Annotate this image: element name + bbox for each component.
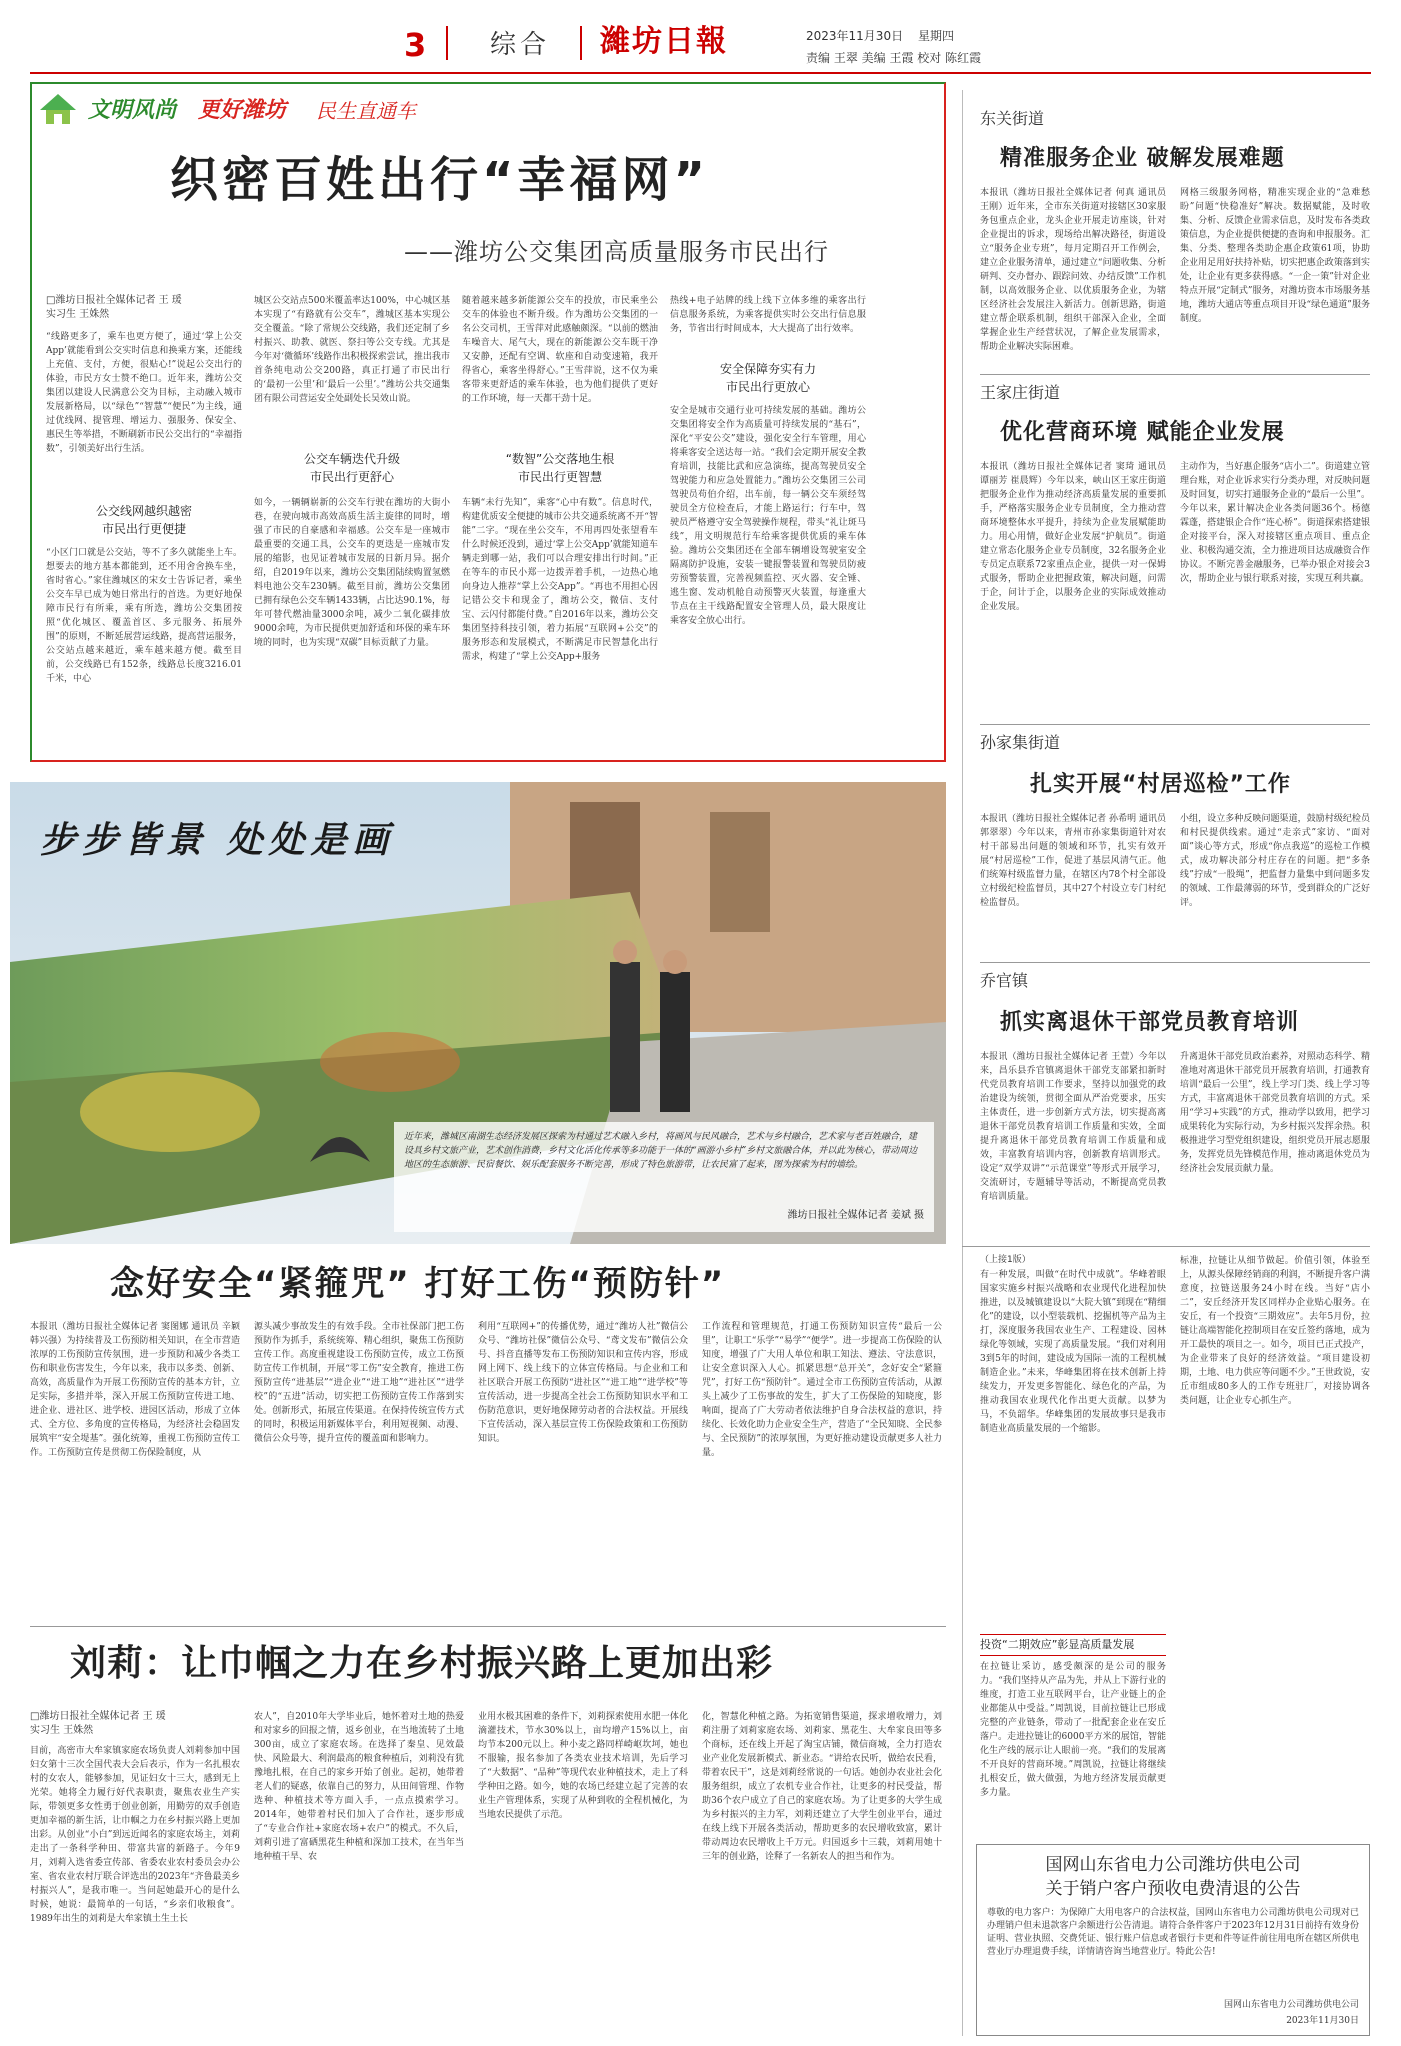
lead-col2: 城区公交站点500米覆盖率达100%，中心城区基本实现了“有路就有公交车”，潍城区基本实现公交全覆盖。“除了常规公交线路，我们还定制了乡村振兴、助教、就医、祭扫等公交专线。尤其是今年对‘微循环’线路作出积极探索尝试，推出我市首条纯电动公交200路，真正打通了市民出行的‘最初一公里’和‘最后一公里’。”潍坊公共交通集团有限公司营运安全处副处长吴效山说。 bbox=[254, 296, 450, 404]
masthead-divider bbox=[446, 26, 448, 60]
lead-col2b: 如今，一辆辆崭新的公交车行驶在潍坊的大街小巷，在驶向城市高效高质生活主旋律的同时，增强了市民的自豪感和幸福感。公交车是一座城市最重要的交通工具，公交车的更迭是一座城市发展的缩影，也见证着城市发展的日新月异。据介绍，自2019年以来，潍坊公交集团陆续购置氢燃料电池公交车230辆。截至目前，潍坊公交集团已拥有绿色公交车辆1433辆，占比达90.1%，每年可替代燃油量3000余吨，减少二氧化碳排放9000余吨，为市民提供更加舒适和环保的乘车环境的同时，也为实现“双碳”目标贡献了力量。 bbox=[254, 498, 450, 648]
slogan-c: 民生直通车 bbox=[316, 99, 416, 123]
safety-col3: 利用“互联网+”的传播优势，通过“潍坊人社”微信公众号、“潍坊社保”微信公众号、“鸢文发布”微信公众号、抖音直播等发布工伤预防知识和宣传内容，形成网上网下、线上线下的立体宣传格局。与企业和工和社区联合开展工伤预防“进社区”“进工地”“进学校”等宣传活动，进一步提高全社会工伤预防知识水平和工伤防范意识，更好地保障劳动者的合法权益。开展线下宣传活动，深入基层宣传工伤保险政策和工伤预防知识。 bbox=[478, 1322, 688, 1444]
liuli-col3: 业用水极其困难的条件下，刘莉探索使用水肥一体化滴灌技术，节水30%以上，亩均增产15%以上，亩均节本200元以上。种小麦之路同样崎岖坎坷，她也不服输，报名参加了各类农业技术培训，先后学习了“大数据”、“品种”等现代农业种植技术，走上了科学种田之路。如今，她的农场已经建立起了完善的农业生产管理体系，实现了从种到收的全程机械化，为当地农民提供了示范。 bbox=[478, 1712, 688, 1820]
paper-logo: 濰坊日報 bbox=[600, 24, 728, 59]
s2-col1: 本报讯（潍坊日报社全媒体记者 窦琦 通讯员 谭丽芳 崔晨辉）今年以来，峡山区王家庄街道把服务企业作为推动经济高质量发展的重要抓手，严格落实服务企业专员制度，全力推动营商环境整体水平提升，持续为企业发展赋能助力。用心用情，做好企业发展“护航员”。街道建立常态化服务企业专员制度，32名服务企业专员定点联系72家重点企业，提供一对一保姆式服务，帮助企业把握政策，解决问题，问需于企，问计于企，以服务企业的实际成效推动企业发展。 bbox=[980, 462, 1166, 612]
photo-credit: 潍坊日报社全媒体记者 姜斌 摄 bbox=[787, 1210, 924, 1221]
notice-body: 尊敬的电力客户：为保障广大用电客户的合法权益，国网山东省电力公司潍坊供电公司现对已办理销户但未退款客户余额进行公告清退。请符合条件客户于2023年12月31日前持有效身份证明、营业执照、交费凭证、银行账户信息或者银行卡更和件等证件前往用电所在辖区所供电营业厅办理退费手续，详情请咨询当地营业厅。特此公告! bbox=[987, 1908, 1359, 1957]
liuli-col4: 化，智慧化种植之路。为拓宽销售渠道，探求增收增力，刘莉注册了刘莉家庭农场、刘莉家、黑花生、大牟家良田等多个商标，还在线上开起了淘宝店铺，微信商城，全力打造农业产业化发展新模式、新业态。“讲给农民听，做给农民看，带着农民干”，这是刘莉经常说的一句话。她创办农业社会化服务组织，成立了农机专业合作社，让更多的村民受益，帮助36个农户成立了自己的家庭农场。为了让更多的大学生成为乡村振兴的主力军，刘莉还建立了大学生创业平台，通过在线上线下开展各类活动，帮助更多的农民增收致富，累计带动周边农民增收上千万元。归国返乡十三载，刘莉用她十三年的创业路，诠释了一名新农人的担当和作为。 bbox=[702, 1712, 942, 1862]
banner bbox=[38, 90, 638, 130]
s1-title: 精准服务企业 破解发展难题 bbox=[1000, 146, 1285, 171]
s3-place: 孙家集街道 bbox=[980, 733, 1061, 752]
lead-title: 织密百姓出行“幸福网” bbox=[170, 152, 710, 208]
lead-subhead-1: 公交线网越织越密 市民出行更便捷 bbox=[95, 504, 192, 536]
notice-title-2: 关于销户客户预收电费清退的公告 bbox=[1045, 1879, 1301, 1899]
mural-photo bbox=[10, 782, 946, 1244]
s3-col2: 小组，设立多种反映问题渠道，鼓励村级纪检员和村民提供线索。通过“走亲式”家访、“面对面”谈心等方式，形成“你点我巡”的巡检工作模式，成功解决部分村庄存在的问题。把“多条线”拧成“一股绳”，把监督力量集中到问题多发的领域、工作最薄弱的环节，受到群众的广泛好评。 bbox=[1180, 814, 1370, 908]
lead-subhead-2: 公交车辆迭代升级 市民出行更舒心 bbox=[303, 452, 400, 484]
editors-line: 责编 王翠 美编 王霞 校对 陈红霞 bbox=[806, 51, 982, 65]
s1-col1: 本报讯（潍坊日报社全媒体记者 何真 通讯员 王刚）近年来，全市东关街道对接辖区30家服务包重点企业，龙头企业开展走访座谈，针对企业提出的诉求，现场给出解决路径，街道设立“服务企业专班”，每月定期召开工作例会，建立企业服务清单，通过建立“问题收集、分析研判、交办督办、跟踪问效、办结反馈”工作机制，以高效服务企业、以优质服务企业，为辖区经济社会发展注入新活力。创新思路，街道建立帮企联系机制，组织干部深入企业，全面掌握企业生产经营状况，了解企业发展需求，帮助企业解决实际困难。 bbox=[980, 188, 1166, 352]
s4-place: 乔官镇 bbox=[980, 971, 1029, 990]
s4-rule bbox=[980, 962, 1370, 963]
safety-col4: 工作流程和管理规范，打通工伤预防知识宣传“最后一公里”，让职工“乐学”“易学”“便学”。进一步提高工伤保险的认知度，增强了广大用人单位和职工知法、遵法、守法意识，让安全意识深入人心。抓紧思想“总开关”，念好安全“紧箍咒”，打好工伤“预防针”。通过全市工伤预防宣传活动，从源头上减少了工伤事故的发生，扩大了工伤保险的知晓度，影响面，提高了广大劳动者依法维护自身合法权益的意识，持续化、长效化助力企业安全生产，营造了“全民知晓、全民参与、全民预防”的浓厚氛围，为更好推动建设贡献更多人社力量。 bbox=[702, 1322, 942, 1458]
issue-date: 2023年11月30日 bbox=[806, 29, 904, 43]
s3-col1: 本报讯（潍坊日报社全媒体记者 孙希明 通讯员 郭翠翠）今年以来，青州市孙家集街道针对农村干部易出问题的领域和环节，扎实有效开展“村居巡检”工作，促进了基层风清气正。他们统筹村级监督力量，在辖区内78个村全部设立村级纪检监督员，其中27个村设立专门村纪检监督员。 bbox=[980, 814, 1166, 908]
liuli-col1: 目前，高密市大牟家镇家庭农场负责人刘莉参加中国妇女第十三次全国代表大会后表示，作为一名扎根农村的女农人，能够参加，见证妇女十三大，感到无上光荣。她将全力履行好代表职责，聚焦农业生产实际，带领更多女性勇于创业创新，用勤劳的双手创造更加幸福的新生活，让巾帼之力在乡村振兴路上更加出彩。从创业“小白”到远近闻名的家庭农场主，刘莉走出了一条科学种田、带富共富的新路子。今年9月，刘莉入选省委宣传部、省委农业农村委员会办公室、省农业农村厅联合评选出的2023年“齐鲁最美乡村振兴人”，是我市唯一。当问起她最开心的是什么时候，她说：最简单的一句话，“乡亲们收粮食”。1989年出生的刘莉是大牟家镇土生土长 bbox=[30, 1746, 240, 1924]
inset-title-box bbox=[980, 1634, 1166, 1656]
notice-box bbox=[976, 1844, 1370, 2036]
lead-subtitle: ——潍坊公交集团高质量服务市民出行 bbox=[404, 238, 829, 266]
slogan-b: 更好潍坊 bbox=[198, 98, 287, 123]
photo-caption: 近年来，潍城区南湖生态经济发展区探索为村通过艺术融入乡村，将画风与民风融合，艺术与乡村融合，艺术家与老百姓融合，建设具乡村文旅产业，艺术创作消费，乡村文化活化传承等多功能于一体的“画游小乡村”乡村文旅融合体，并以此为核心，带动周边地区的生态旅游、民宿餐饮、娱乐配套服务不断完善，形成了特色旅游带，让农民富了起来，图为探索为村的墙绘。 bbox=[404, 1132, 918, 1170]
safety-col2: 源头减少事故发生的有效手段。全市社保部门把工伤预防作为抓手，系统统筹、精心组织，聚焦工伤预防宣传工作。高度重视建设工伤预防宣传，成立工伤预防宣传工作机制，开展“零工伤”安全教育，推进工伤预防宣传“进基层”“进企业”“进工地”“进社区”“进学校”的“五进”活动，切实把工伤预防宣传工作落到实处。创新形式，拓展宣传渠道。在保持传统宣传方式的同时，积极运用新媒体平台，利用短视频、动漫、微信公众号等，提升宣传的覆盖面和影响力。 bbox=[254, 1322, 464, 1444]
page-number: 3 bbox=[404, 26, 427, 64]
continued-tag: （上接1版） bbox=[980, 1255, 1031, 1265]
lead-col3b: 车辆“未行先知”，乘客“心中有数”。信息时代，构建优质安全便捷的城市公共交通系统离不开“智能”二字。“现在坐公交车，不用再四处张望看车什么时候还没到，通过‘掌上公交App’就能知道车辆走到哪一站，我们可以合理安排出行时间。”正在等车的市民小郑一边拨弄着手机，一边热心地向身边人推荐“掌上公交App”。“再也不用担心因记错公交卡和现金了，潍坊公交，微信、支付宝、云闪付都能付费。”自2016年以来，潍坊公交集团坚持科技引领，着力拓展“互联网+公交”的服务形态和发展模式，不断满足市民智慧化出行需求，构建了“掌上公交App+服务 bbox=[462, 498, 658, 662]
notice-date: 2023年11月30日 bbox=[1286, 2016, 1359, 2026]
masthead bbox=[0, 0, 1401, 72]
s2-rule bbox=[980, 374, 1370, 375]
slogan-a: 文明风尚 bbox=[88, 98, 177, 123]
photo-caption-box bbox=[394, 1122, 934, 1232]
s1-place: 东关街道 bbox=[980, 109, 1045, 128]
safety-title: 念好安全“紧箍咒” 打好工伤“预防针” bbox=[110, 1264, 726, 1304]
lead-col1: “线路更多了，乘车也更方便了，通过‘掌上公交App’就能看到公交实时信息和换乘方案，还能线上充值、支付，方便，很贴心!”说起公交出行的体验，市民方女士赞不绝口。近年来，潍坊公交集团以建设人民满意公交为目标，主动融入城市发展新格局，以“绿色”“智慧”“便民”为主线，通过优线网、提管理、增运力、强服务、保安全、惠民生等举措，不断刷新市民公交出行的“幸福指数”，引领美好出行生活。 bbox=[46, 332, 242, 454]
masthead-divider-2 bbox=[580, 26, 582, 60]
liuli-col2: 农人”，自2010年大学毕业后，她怀着对土地的热爱和对家乡的回报之情，返乡创业，在当地流转了土地300亩，成立了家庭农场。在选择了秦皇、见效最快、风险最大、利润最高的粮食种植后，刘莉没有犹豫地扎根，在自己的家乡开始了创业。起初，她带着老人们的疑惑，依靠自己的努力，从田间管理、作物选种、种植技术等方面入手，一点点摸索学习。2014年，她带着村民们加入了合作社，逐步形成了“专业合作社+家庭农场+农户”的模式。不久后，刘莉引进了富硒黑花生种植和深加工技术，在当年当地种植干旱、农 bbox=[254, 1712, 464, 1862]
s2-title: 优化营商环境 赋能企业发展 bbox=[1000, 420, 1285, 445]
s2-col2: 主动作为，当好惠企服务“店小二”。街道建立管理台账，对企业诉求实行分类办理，对反映问题及时回复，切实打通服务企业的“最后一公里”。今年以来，累计解决企业各类问题36个。杨德霖蓬，搭建银企合作“连心桥”。街道探索搭建银企对接平台，深入对接辖区重点项目、重点企业、积极沟通交流，全力推进项目达成融资合作协议。不断完善金融服务，已举办银企对接会3次，帮助企业与银行联系对接，实现互利共赢。 bbox=[1180, 462, 1370, 584]
section-name: 综合 bbox=[490, 30, 551, 60]
lead-col3: 随着越来越多新能源公交车的投放，市民乘坐公交车的体验也不断升级。作为潍坊公交集团的一名公交司机，王雪萍对此感触颇深。“以前的燃油车噪音大、尾气大，现在的新能源公交车既干净又安静，还配有空调、软座和自动变速箱，我开得省心，乘客坐得舒心。”王雪萍说，这不仅为乘客带来更舒适的乘车体验，也为他们提供了更好的工作环境，每一天都干劲十足。 bbox=[462, 296, 658, 404]
notice-sign: 国网山东省电力公司潍坊供电公司 bbox=[1223, 2000, 1359, 2010]
liuli-title: 刘莉：让巾帼之力在乡村振兴路上更加出彩 bbox=[70, 1643, 774, 1684]
issue-weekday: 星期四 bbox=[918, 29, 955, 43]
photo-title: 步步皆景 处处是画 bbox=[40, 819, 395, 861]
liuli-byline: □潍坊日报社全媒体记者 王 瑗 实习生 王姝然 bbox=[30, 1711, 166, 1736]
lead-col4: 热线+电子站牌的线上线下立体多维的乘客出行信息服务系统，为乘客提供实时公交出行信息服务，节省出行时间成本，大大提高了出行效率。 bbox=[670, 296, 866, 334]
right-column-rule bbox=[962, 90, 963, 2036]
s4-col1: 本报讯（潍坊日报社全媒体记者 王萱）今年以来，昌乐县乔官镇离退休干部党支部紧扣新时代党员教育培训工作要求，坚持以加强党的政治建设为统领，贯彻全面从严治党要求，压实主体责任，进一步创新方式方法，切实提高离退休干部党员教育培训工作质量和实效，全面提升离退休干部党员教育培训工作质量和成效，丰富教育培训内容，创新教育培训形式。设定“双学双讲”“示范课堂”等形式开展学习，交流研讨，专题辅导等活动，不断提高党员教育培训质量。 bbox=[980, 1052, 1166, 1202]
continued-col3: 在拉链让采访，感受颇深的是公司的服务力。“我们坚持从产品为先，并从上下游行业的维度，打造工业互联网平台，让产业链上的企业都能从中受益。”周凯说，目前拉链让已形成完整的产业链条，带动了一批配套企业在安丘落户。走进拉链让的6000平方米的展馆，智能化生产线的展示让人眼前一亮。“我们的发展离不开良好的营商环境。”周凯说，拉链让将继续扎根安丘，做大做强，为地方经济发展贡献更多力量。 bbox=[980, 1662, 1166, 1798]
s1-col2: 网格三级服务网格，精准实现企业的“急难愁盼”问题“快稳准好”解决。数据赋能，及时收集、分析、反馈企业需求信息，及时发布各类政策信息，为企业提供便捷的查询和申报服务。汇集、分类、整理各类助企惠企政策61项，协助企业用足用好扶持补贴，切实把惠企政策落到实处，让企业有更多获得感。“一企一策”针对企业特点开展“定制式”服务，对潍坊资本市场服务基地，潍坊大通店等重点项目开设“绿色通道”服务制度。 bbox=[1180, 188, 1370, 324]
continued-col1: 有一种发展，叫做“在时代中成就”。华峰着眼国家实施乡村振兴战略和农业现代化进程加快推进，以及城镇建设以“大院大镇”到现在“精细化”的建设，以小型装载机、挖掘机等产品为主打，深度服务我国农业生产、工程建设、园林绿化等领域，实现了高质量发展。“我们对利用3到5年的时间，建设成为国际一流的工程机械制造企业。”未来，华峰集团将在技术创新上持续发力，开发更多智能化、绿色化的产品，为推动我国农业现代化作出更大贡献。以梦为马，不负韶华。华峰集团的发展故事只是我市制造业高质量发展的一个缩影。 bbox=[980, 1270, 1166, 1434]
s2-place: 王家庄街道 bbox=[980, 383, 1061, 402]
lead-col1b: “小区门口就是公交站，等不了多久就能坐上车。想要去的地方基本都能到，还不用舍舍换车坐，省时省心。”家住潍城区的宋女士告诉记者，乘坐公交车早已成为她日常出行的首选。为更好地保障市民行有所乘，乘有所选，潍坊公交集团按照“优化城区、覆盖首区、多元服务、拓展外围”的原则，不断延展营运线路，提高营运服务，公交站点越来越近，乘车越来越方便。截至目前，公交线路已有152条，线路总长度3216.01千米，中心 bbox=[46, 548, 242, 684]
s4-col2: 升离退休干部党员政治素养，对照动态科学、精准地对离退休干部党员开展教育培训，打通教育培训“最后一公里”，线上学习门类、线上学习等方式，丰富离退休干部党员教育培训的方式。采用“学习+实践”的方式，推动学以致用，把学习成果转化为实际行动，为乡村振兴发挥余热。积极推进学习型党组织建设，组织党员开展志愿服务，发挥党员先锋模范作用，推动离退休党员为经济社会发展贡献力量。 bbox=[1180, 1052, 1370, 1174]
s4-title: 抓实离退休干部党员教育培训 bbox=[1000, 1010, 1300, 1035]
masthead-rule bbox=[30, 72, 1371, 74]
continued-rule bbox=[962, 1246, 1370, 1247]
liuli-rule bbox=[30, 1626, 946, 1627]
house-icon bbox=[38, 92, 78, 126]
continued-col2: 标准，拉链让从细节做起。价值引领，体验至上，从源头保障经销商的利润，不断提升客户满意度，拉链送服务24小时在线。当好“店小二”，安丘经济开发区同样办企业贴心服务。在安丘，有一个投资“三期效应”。去年5月份，拉链让高端智能化控制项目在安丘签约落地，成为开工最快的项目之一。如今，项目已正式投产，为企业带来了良好的经济效益。“项目建设初期，土地、电力供应等问题不少。”王世政说，安丘市组成80多人的工作专班驻厂，对接协调各类问题，让企业专心抓生产。 bbox=[1180, 1256, 1370, 1406]
notice-title-1: 国网山东省电力公司潍坊供电公司 bbox=[1045, 1855, 1301, 1875]
lead-subhead-3: “数智”公交落地生根 市民出行更智慧 bbox=[505, 452, 615, 484]
s3-title: 扎实开展“村居巡检”工作 bbox=[1030, 772, 1291, 797]
lead-col4b: 安全是城市交通行业可持续发展的基础。潍坊公交集团将安全作为高质量可持续发展的“基石”，深化“平安公交”建设，强化安全行车管理，用心将乘客安全送达每一站。“我们会定期开展安全教育培训，技能比武和应急演练，提高驾驶员安全驾驶能力和应急处置能力。”潍坊公交集团三公司驾驶员苟伯介绍，出车前，每一辆公交车须经驾驶员全方位检查后，才能上路运行；行车中，驾驶员严格遵守安全驾驶操作规程，带头“礼让斑马线”，用文明规范行车给乘客提供优质的乘车体验。潍坊公交集团还在全部车辆增设驾驶室安全隔离防护设施，安装一键报警装置和驾驶员防疲劳预警装置，完善视频监控、灭火器、安全锤、逃生窗、发动机舱自动预警灭火装置，每逢重大节点在主干线路配置安全管理人员，最大限度让乘客安全放心出行。 bbox=[670, 406, 866, 626]
s3-rule bbox=[980, 724, 1370, 725]
lead-byline: □潍坊日报社全媒体记者 王 瑗 实习生 王姝然 bbox=[46, 295, 182, 320]
lead-subhead-4: 安全保障夯实有力 市民出行更放心 bbox=[719, 362, 816, 394]
safety-col1: 本报讯（潍坊日报社全媒体记者 窦图娜 通讯员 辛颖 韩兴强）为持续普及工伤预防相关知识，在全市营造浓厚的工伤预防宣传氛围，进一步预防和减少各类工伤和职业伤害发生，今年以来，我市以多类、创新、高效，高质量作为开展工伤预防宣传的基本方针，立足实际，多措并举，深入开展工伤预防宣传进工地、进企业、进社区、进学校、进园区活动，形成了立体式、全方位、多角度的宣传格局，为经济社会稳固发展筑牢“安全堤基”。强化统筹，重视工伤预防宣传工作。工伤预防宣传是贯彻工伤保险制度，从 bbox=[30, 1322, 240, 1458]
inset-title: 投资“二期效应”彰显高质量发展 bbox=[980, 1638, 1135, 1651]
